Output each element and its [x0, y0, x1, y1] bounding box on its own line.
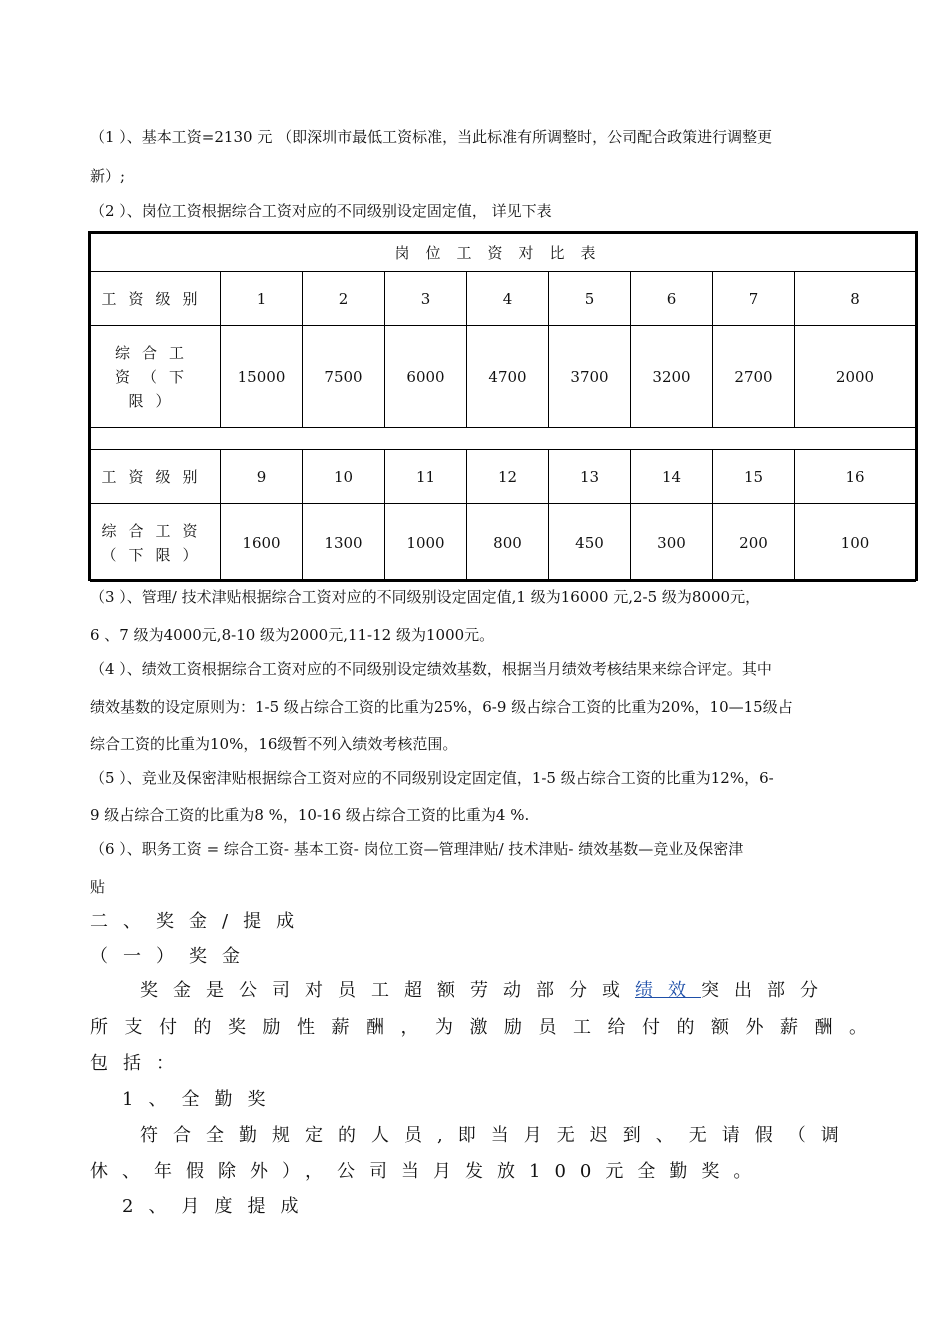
salary-cell: 100 — [795, 504, 916, 582]
salary-cell: 800 — [467, 504, 549, 582]
salary-cell: 1600 — [221, 504, 303, 582]
item-2-heading: 2、月度提成 — [122, 1196, 314, 1217]
salary-label: 综合工资（下限） — [91, 504, 221, 582]
para-4-line-1: （4 ）、绩效工资根据综合工资对应的不同级别设定绩效基数，根据当月绩效考核结果来综合评定。其中 — [90, 660, 772, 678]
salary-cell: 200 — [713, 504, 795, 582]
grade-cell: 3 — [385, 272, 467, 326]
para-5-line-1: （5 ）、竞业及保密津贴根据综合工资对应的不同级别设定固定值，1-5 级占综合工资的比重为12%，6- — [90, 769, 774, 787]
bonus-para-line-2: 所支付的奖励性薪酬，为激励员工给付的额外薪酬。 — [90, 1017, 884, 1038]
grade-cell: 1 — [221, 272, 303, 326]
grade-cell: 6 — [631, 272, 713, 326]
salary-cell: 300 — [631, 504, 713, 582]
grade-cell: 8 — [795, 272, 916, 326]
table-row — [91, 504, 916, 582]
grade-label: 工资级别 — [91, 272, 221, 326]
para-1-line-1: （1 ）、基本工资=2130 元 （即深圳市最低工资标准，当此标准有所调整时，公司配合政策进行调整更 — [90, 128, 773, 146]
table-row — [91, 326, 916, 428]
para-2: （2 ）、岗位工资根据综合工资对应的不同级别设定固定值， 详见下表 — [90, 202, 552, 220]
grade-label: 工资级别 — [91, 450, 221, 504]
salary-cell: 2700 — [713, 326, 795, 428]
grade-cell: 16 — [795, 450, 916, 504]
performance-link[interactable]: 绩效 — [635, 980, 701, 1001]
subsection-heading: （一）奖金 — [90, 946, 255, 967]
salary-cell: 4700 — [467, 326, 549, 428]
para-1-line-2: 新）; — [90, 167, 126, 185]
para-6-line-2: 贴 — [90, 878, 106, 896]
section-heading: 二、奖金/提成 — [90, 911, 310, 932]
item-1-heading: 1、全勤奖 — [122, 1089, 281, 1110]
grade-cell: 12 — [467, 450, 549, 504]
salary-cell: 2000 — [795, 326, 916, 428]
para-3-line-1: （3 ）、管理/ 技术津贴根据综合工资对应的不同级别设定固定值,1 级为16000 元,2-5 级为8000元， — [90, 588, 761, 606]
grade-cell: 4 — [467, 272, 549, 326]
attendance-line-1: 符合全勤规定的人员,即当月无迟到、无请假（调 — [140, 1125, 854, 1146]
bonus-para-line-3: 包括： — [90, 1053, 189, 1074]
grade-cell: 13 — [549, 450, 631, 504]
salary-table — [88, 231, 918, 581]
table-title: 岗位工资对比表 — [91, 234, 916, 272]
para-4-line-2: 绩效基数的设定原则为：1-5 级占综合工资的比重为25%，6-9 级占综合工资的比重为20%，10—15级占 — [90, 698, 793, 716]
salary-cell: 15000 — [221, 326, 303, 428]
salary-cell: 3200 — [631, 326, 713, 428]
salary-cell: 1300 — [303, 504, 385, 582]
salary-cell: 1000 — [385, 504, 467, 582]
grade-cell: 9 — [221, 450, 303, 504]
grade-cell: 7 — [713, 272, 795, 326]
salary-cell: 450 — [549, 504, 631, 582]
grade-cell: 5 — [549, 272, 631, 326]
table-spacer-row — [91, 428, 916, 450]
para-6-line-1: （6 ）、职务工资 = 综合工资- 基本工资- 岗位工资—管理津贴/ 技术津贴- 绩效基数—竞业及保密津 — [90, 840, 744, 858]
table-row — [91, 450, 916, 504]
salary-cell: 6000 — [385, 326, 467, 428]
para-4-line-3: 综合工资的比重为10%，16级暂不列入绩效考核范围。 — [90, 735, 458, 753]
para-3-line-2: 6 、7 级为4000元,8-10 级为2000元,11-12 级为1000元。 — [90, 626, 495, 644]
grade-cell: 2 — [303, 272, 385, 326]
grade-cell: 15 — [713, 450, 795, 504]
grade-cell: 11 — [385, 450, 467, 504]
salary-label: 综合工资（下限） — [91, 326, 221, 428]
para-5-line-2: 9 级占综合工资的比重为8 %，10-16 级占综合工资的比重为4 %. — [90, 806, 530, 824]
salary-cell: 7500 — [303, 326, 385, 428]
table-row — [91, 272, 916, 326]
salary-cell: 3700 — [549, 326, 631, 428]
grade-cell: 14 — [631, 450, 713, 504]
grade-cell: 10 — [303, 450, 385, 504]
attendance-line-2: 休、年假除外），公司当月发放100元全勤奖。 — [90, 1161, 766, 1182]
bonus-para-line-1: 奖金是公司对员工超额劳动部分或绩效突出部分 — [140, 980, 833, 1001]
